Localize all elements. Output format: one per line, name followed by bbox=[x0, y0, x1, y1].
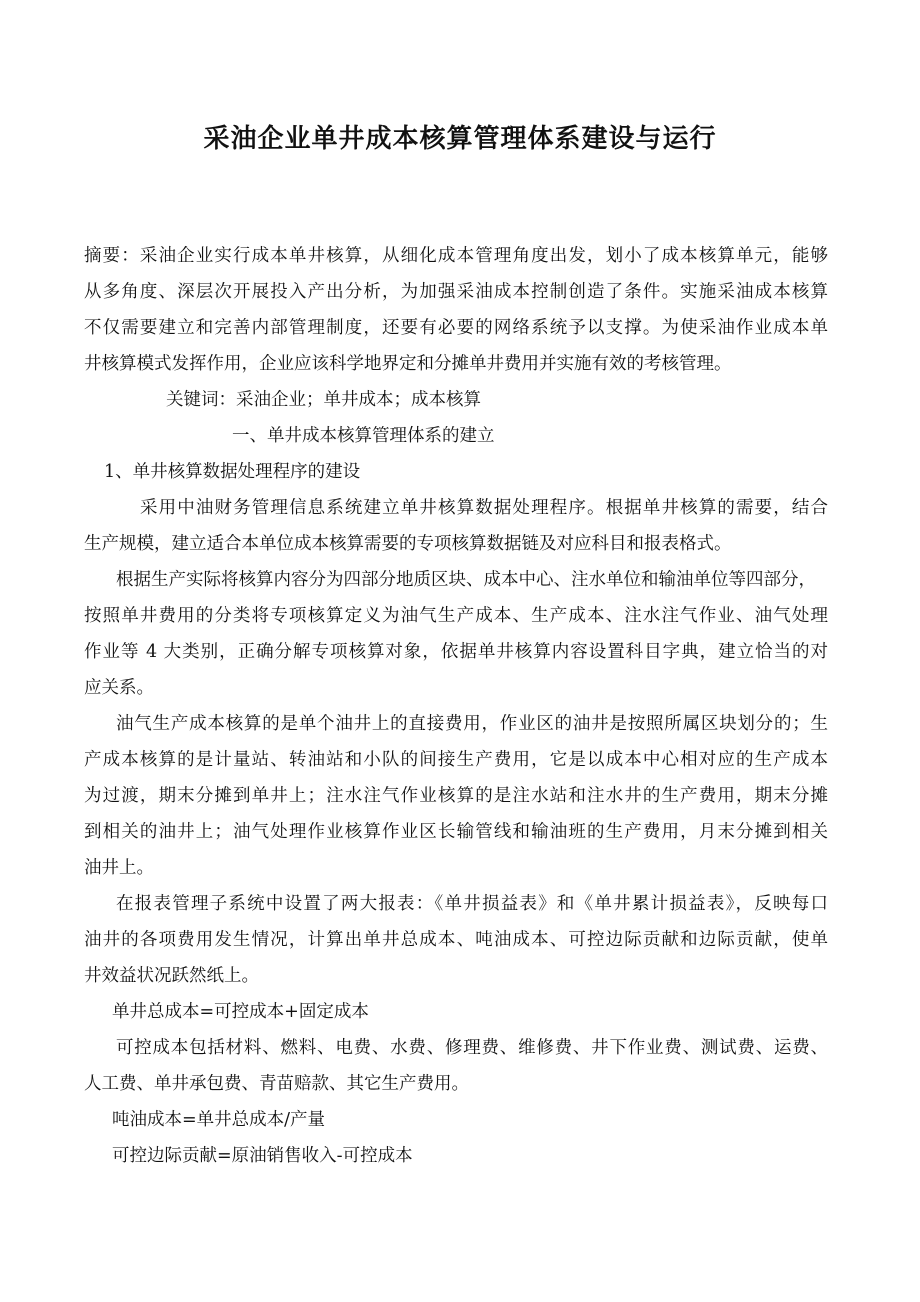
paragraph-line: 井效益状况跃然纸上。 bbox=[84, 966, 259, 986]
paragraph-line: 采用中油财务管理信息系统建立单井核算数据处理程序。根据单井核算的需要，结合 bbox=[140, 498, 828, 518]
abstract-line: 从多角度、深层次开展投入产出分析，为加强采油成本控制创造了条件。实施采油成本核算 bbox=[84, 282, 828, 302]
document-body bbox=[84, 238, 828, 1174]
subsection-heading: 1、单井核算数据处理程序的建设 bbox=[104, 462, 361, 482]
paragraph-line: 到相关的油井上；油气处理作业核算作业区长输管线和输油班的生产费用，月末分摊到相关 bbox=[84, 822, 828, 842]
paragraph-line: 为过渡，期末分摊到单井上；注水注气作业核算的是注水站和注水井的生产费用，期末分摊 bbox=[84, 786, 828, 806]
paragraph-line: 生产规模，建立适合本单位成本核算需要的专项核算数据链及对应科目和报表格式。 bbox=[84, 534, 732, 554]
paragraph-line: 油气生产成本核算的是单个油井上的直接费用，作业区的油井是按照所属区块划分的；生 bbox=[116, 714, 828, 734]
keywords: 关键词：采油企业；单井成本；成本核算 bbox=[166, 390, 481, 410]
formula-marginal-contribution: 可控边际贡献=原油销售收入-可控成本 bbox=[112, 1146, 413, 1166]
paragraph-line: 油井上。 bbox=[84, 858, 154, 878]
formula-ton-oil-cost: 吨油成本=单井总成本/产量 bbox=[112, 1110, 326, 1130]
paragraph-line: 油井的各项费用发生情况，计算出单井总成本、吨油成本、可控边际贡献和边际贡献，使单 bbox=[84, 930, 828, 950]
abstract-line: 摘要：采油企业实行成本单井核算，从细化成本管理角度出发，划小了成本核算单元，能够 bbox=[84, 246, 828, 266]
paragraph-line: 根据生产实际将核算内容分为四部分地质区块、成本中心、注水单位和输油单位等四部分， bbox=[116, 570, 816, 590]
paragraph-line: 人工费、单井承包费、青苗赔款、其它生产费用。 bbox=[84, 1074, 469, 1094]
paragraph-line: 作业等 4 大类别，正确分解专项核算对象，依据单井核算内容设置科目字典，建立恰当的对 bbox=[84, 642, 828, 662]
document-title: 采油企业单井成本核算管理体系建设与运行 bbox=[203, 124, 717, 154]
abstract-line: 井核算模式发挥作用，企业应该科学地界定和分摊单井费用并实施有效的考核管理。 bbox=[84, 354, 732, 374]
paragraph-line: 可控成本包括材料、燃料、电费、水费、修理费、维修费、井下作业费、测试费、运费、 bbox=[116, 1038, 828, 1058]
paragraph-line: 按照单井费用的分类将专项核算定义为油气生产成本、生产成本、注水注气作业、油气处理 bbox=[84, 606, 828, 626]
paragraph-line: 在报表管理子系统中设置了两大报表：《单井损益表》和《单井累计损益表》，反映每口 bbox=[116, 894, 828, 914]
formula-total-cost: 单井总成本=可控成本+固定成本 bbox=[112, 1002, 369, 1022]
paragraph-line: 应关系。 bbox=[84, 678, 154, 698]
abstract-line: 不仅需要建立和完善内部管理制度，还要有必要的网络系统予以支撑。为使采油作业成本单 bbox=[84, 318, 828, 338]
paragraph-line: 产成本核算的是计量站、转油站和小队的间接生产费用，它是以成本中心相对应的生产成本 bbox=[84, 750, 828, 770]
section-heading: 一、单井成本核算管理体系的建立 bbox=[232, 426, 495, 446]
